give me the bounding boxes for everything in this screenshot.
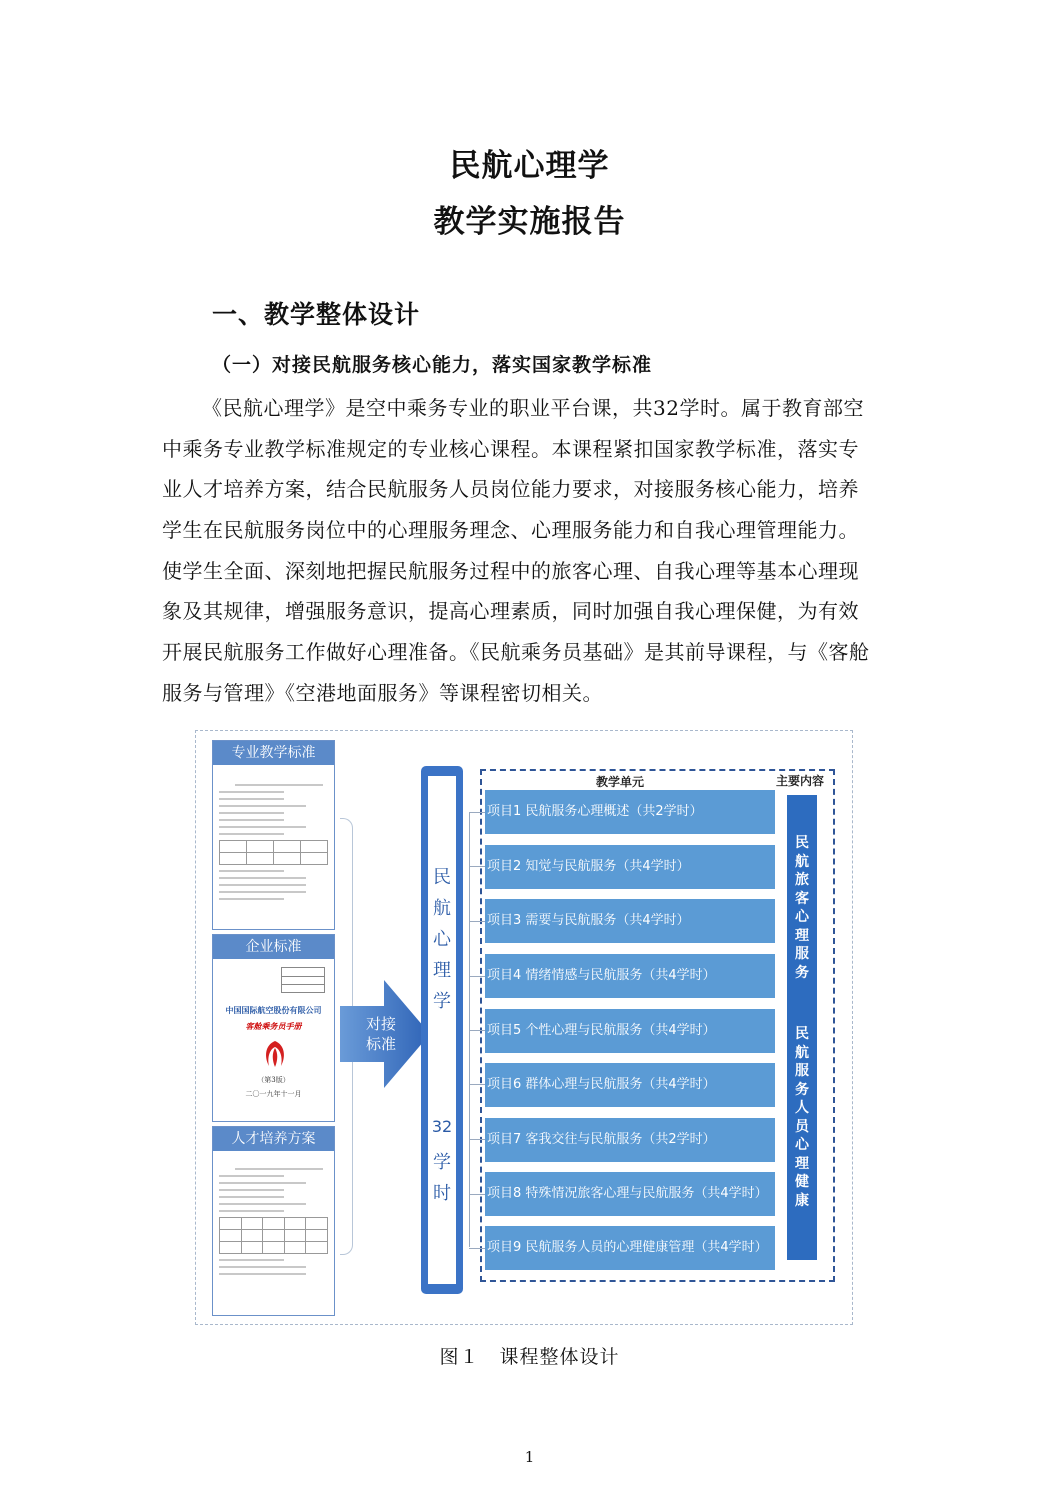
content-char: 航: [795, 1044, 809, 1061]
paragraph-line: 《民航心理学》是空中乘务专业的职业平台课，共32学时。属于教育部空: [202, 396, 864, 420]
standard-box-professional: [212, 740, 335, 930]
document-thumbnail: [219, 1163, 328, 1280]
document-title: 民航心理学: [449, 148, 610, 184]
body-paragraph: [162, 388, 902, 714]
unit-connector-tick: [469, 976, 485, 977]
page-number: 1: [524, 1448, 535, 1466]
standard-box-header: 企业标准: [213, 935, 334, 959]
course-char: 理: [433, 960, 451, 981]
course-name-vertical: [428, 862, 456, 1017]
main-content-staff-health: [787, 1025, 817, 1210]
section-heading: 一、教学整体设计: [212, 300, 421, 329]
enterprise-company-name: 中国国际航空股份有限公司: [225, 1006, 322, 1015]
unit-connector-tick: [469, 1139, 485, 1140]
paragraph-line: 服务与管理》《空港地面服务》等课程密切相关。: [162, 680, 603, 705]
content-char: 理: [795, 1155, 809, 1172]
document-thumbnail: [219, 779, 328, 905]
standard-box-header: 专业教学标准: [213, 741, 334, 765]
paragraph-line: 使学生全面、深刻地把握民航服务过程中的旅客心理、自我心理等基本心理现: [162, 558, 859, 583]
content-char: 民: [795, 835, 809, 851]
main-content-header: 主要内容: [776, 774, 825, 788]
subsection-heading: （一）对接民航服务核心能力，落实国家教学标准: [212, 354, 653, 376]
airline-logo-icon: [261, 1039, 289, 1069]
arrow-label-line: 标准: [365, 1035, 396, 1053]
teaching-unit-9: 项目9 民航服务人员的心理健康管理（共4学时）: [485, 1226, 775, 1270]
document-stamp-box: [281, 967, 325, 993]
content-char: 心: [795, 1137, 809, 1153]
content-char: 服: [795, 946, 809, 962]
paragraph-line: 学生在民航服务岗位中的心理服务理念、心理服务能力和自我心理管理能力。: [162, 518, 859, 543]
course-char: 心: [433, 929, 451, 950]
teaching-unit-5: 项目5 个性心理与民航服务（共4学时）: [485, 1009, 775, 1053]
teaching-unit-1: 项目1 民航服务心理概述（共2学时）: [485, 790, 775, 834]
main-content-passenger-service: [787, 834, 817, 982]
unit-connector-tick: [469, 866, 485, 867]
paragraph-line: 开展民航服务工作做好心理准备。《民航乘务员基础》是其前导课程，与《客舱: [162, 640, 870, 665]
content-char: 健: [795, 1174, 809, 1190]
unit-connector-tick: [469, 1030, 485, 1031]
unit-connector-tick: [469, 1194, 485, 1195]
course-char: 学: [433, 991, 451, 1012]
unit-connector-tick: [469, 1084, 485, 1085]
teaching-unit-3: 项目3 需要与民航服务（共4学时）: [485, 899, 775, 943]
arrow-label: [356, 1014, 406, 1054]
teaching-unit-2: 项目2 知觉与民航服务（共4学时）: [485, 845, 775, 889]
content-char: 务: [795, 964, 809, 981]
unit-connector-tick: [469, 812, 485, 813]
content-char: 务: [795, 1081, 809, 1098]
figure-caption: 图１ 课程整体设计: [439, 1346, 620, 1368]
teaching-unit-4: 项目4 情绪情感与民航服务（共4学时）: [485, 954, 775, 998]
arrow-label-line: 对接: [365, 1015, 396, 1033]
content-char: 服: [795, 1063, 809, 1079]
document-subtitle: 教学实施报告: [433, 204, 626, 240]
content-char: 旅: [795, 872, 809, 888]
course-hours-number: 32: [431, 1117, 453, 1136]
content-char: 人: [795, 1100, 809, 1116]
unit-connector-tick: [469, 921, 485, 922]
teaching-unit-6: 项目6 群体心理与民航服务（共4学时）: [485, 1063, 775, 1107]
teaching-unit-7: 项目7 客我交往与民航服务（共2学时）: [485, 1118, 775, 1162]
content-char: 航: [795, 853, 809, 870]
paragraph-line: 象及其规律，增强服务意识，提高心理素质，同时加强自我心理保健，为有效: [162, 599, 859, 624]
content-char: 心: [795, 909, 809, 925]
course-char: 民: [433, 867, 451, 888]
content-char: 民: [795, 1026, 809, 1042]
teaching-unit-8: 项目8 特殊情况旅客心理与民航服务（共4学时）: [485, 1172, 775, 1216]
content-char: 理: [795, 927, 809, 944]
standard-box-header: 人才培养方案: [213, 1127, 334, 1151]
course-char: 航: [433, 898, 451, 919]
content-char: 员: [795, 1118, 809, 1135]
content-char: 客: [795, 890, 809, 907]
hours-char: 学: [433, 1152, 451, 1173]
teaching-units-header: 教学单元: [596, 775, 645, 789]
unit-connector-tick: [469, 1248, 485, 1249]
enterprise-manual-title: 客舱乘务员手册: [245, 1021, 302, 1031]
paragraph-line: 业人才培养方案，结合民航服务人员岗位能力要求，对接服务核心能力，培养: [162, 477, 859, 502]
standard-box-talent-plan: [212, 1126, 335, 1316]
enterprise-date: 二〇一九年十一月: [245, 1090, 302, 1098]
hours-char: 时: [433, 1183, 451, 1204]
content-char: 康: [795, 1192, 809, 1209]
paragraph-line: 中乘务专业教学标准规定的专业核心课程。本课程紧扣国家教学标准，落实专: [162, 436, 859, 461]
enterprise-edition: （第3版）: [257, 1076, 290, 1084]
standard-box-enterprise: [212, 934, 335, 1122]
course-hours-unit: [428, 1147, 456, 1209]
